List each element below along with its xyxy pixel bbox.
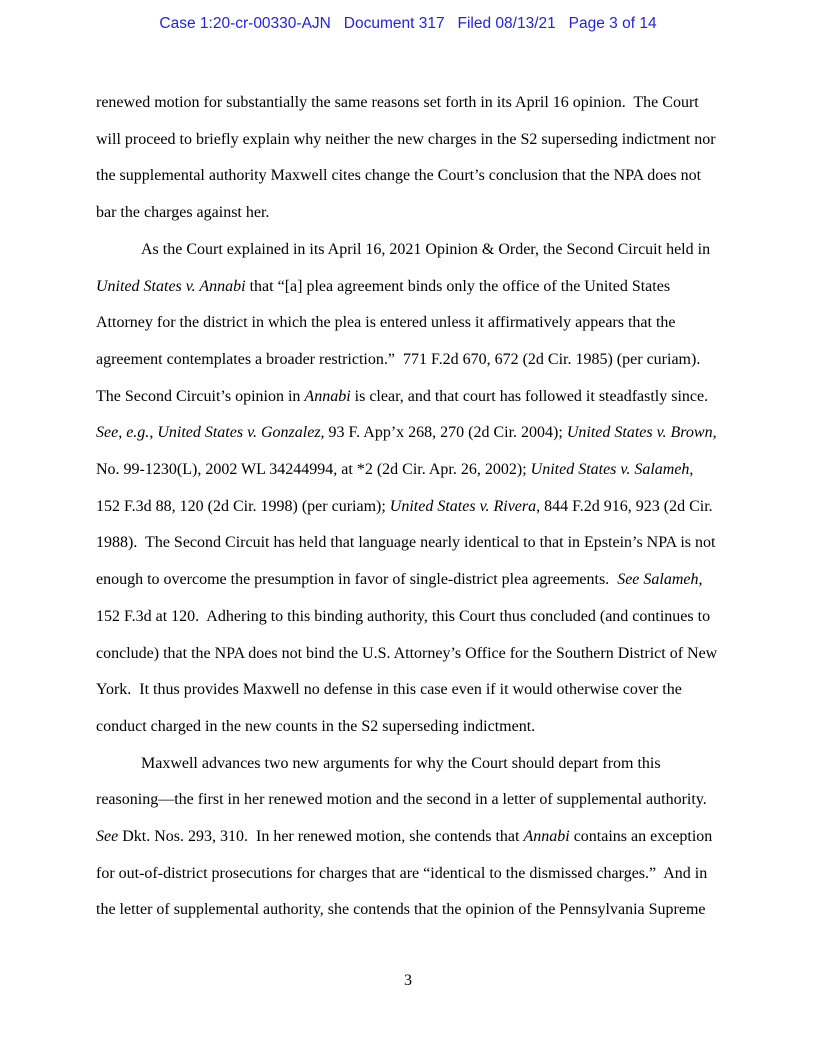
paragraph (96, 232, 720, 746)
italic-text-segment: Annabi (523, 828, 570, 846)
text-segment: Maxwell advances two new arguments for why the Court should depart from this reasoning—the first in her renewed motion and the second in a letter of supplemental authority. (96, 754, 715, 809)
page-number: 3 (404, 972, 412, 989)
italic-text-segment: United States v. Salameh (530, 461, 690, 479)
italic-text-segment: United States v. Brown (566, 424, 713, 442)
italic-text-segment: United States v. Rivera (389, 497, 537, 515)
text-segment: renewed motion for substantially the same reasons set forth in its April 16 opinion. The Court will proceed to briefly explain why neither the new charges in the S2 superseding indictment nor the supplemental authority Maxwell cites change the Court’s conclusion that the NPA does not bar the charges against her. (96, 94, 720, 222)
italic-text-segment: See (96, 828, 119, 846)
text-segment: , (149, 424, 158, 442)
italic-text-segment: United States v. Gonzalez (157, 424, 321, 442)
text-segment: that “[a] plea agreement binds only the office of the United States Attorney for the district in which the plea is entered unless it affirmatively appears that the agreement contemplates a broader restriction.” 771 F.2d 670, 672 (2d Cir. 1985) (per curiam). The Second Circuit’s opinion in (96, 277, 709, 405)
text-segment: , 93 F. App’x 268, 270 (2d Cir. 2004); (320, 424, 567, 442)
paragraph (96, 85, 720, 232)
italic-text-segment: United States v. Annabi (96, 277, 246, 295)
text-segment: , 844 F.2d 916, 923 (2d Cir. 1988). The Second Circuit has held that language nearly identical to that in Epstein’s NPA is not enough to overcome the presumption in favor of single-district plea agreements. (96, 497, 720, 589)
text-segment: , 152 F.3d at 120. Adhering to this binding authority, this Court thus concluded (and continues to conclude) that the NPA does not bind the U.S. Attorney’s Office for the Southern District of New York. It thus provides Maxwell no defense in this case even if it would otherwise cover the conduct charged in the new counts in the S2 superseding indictment. (96, 571, 721, 735)
italic-text-segment: Annabi (304, 387, 351, 405)
italic-text-segment: See Salameh (617, 571, 699, 589)
text-segment: Dkt. Nos. 293, 310. In her renewed motion, she contends that (118, 828, 524, 846)
italic-text-segment: See, e.g. (96, 424, 150, 442)
case-stamp: Case 1:20-cr-00330-AJN Document 317 Filed 08/13/21 Page 3 of 14 (159, 15, 657, 32)
text-segment: , 152 F.3d 88, 120 (2d Cir. 1998) (per curiam); (96, 461, 698, 515)
text-segment: As the Court explained in its April 16, 2021 Opinion & Order, the Second Circuit held in (141, 240, 715, 258)
text-segment: contains an exception for out-of-district prosecutions for charges that are “identical to the dismissed charges.” And in the letter of supplemental authority, she contends that the opinion of the Pennsylvania Supreme (96, 828, 717, 919)
document-body (96, 85, 720, 929)
text-segment: is clear, and that court has followed it steadfastly since. (350, 387, 717, 405)
paragraph (96, 746, 720, 930)
text-segment: , No. 99-1230(L), 2002 WL 34244994, at *2 (2d Cir. Apr. 26, 2002); (96, 424, 721, 479)
